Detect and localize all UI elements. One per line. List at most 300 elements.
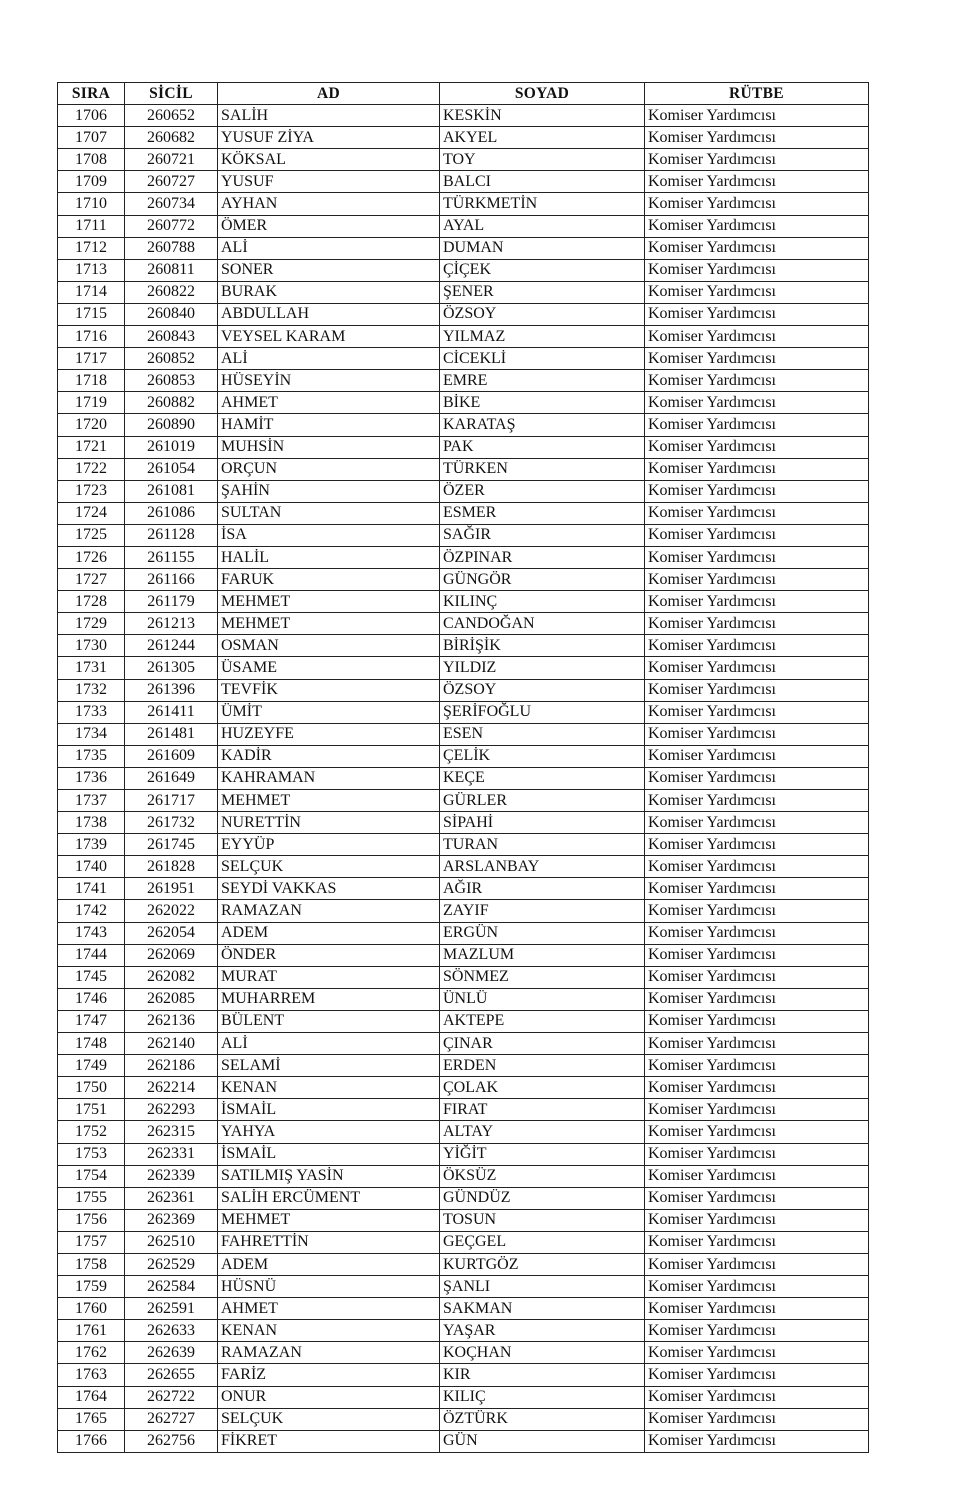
cell-sicil: 261179	[125, 591, 218, 613]
cell-ad: TEVFİK	[218, 679, 440, 701]
cell-soyad: GÜNGÖR	[440, 569, 645, 591]
cell-rutbe: Komiser Yardımcısı	[645, 988, 869, 1010]
cell-rutbe: Komiser Yardımcısı	[645, 1143, 869, 1165]
cell-rutbe: Komiser Yardımcısı	[645, 657, 869, 679]
cell-soyad: BİRİŞİK	[440, 635, 645, 657]
cell-rutbe: Komiser Yardımcısı	[645, 436, 869, 458]
cell-ad: SELÇUK	[218, 1408, 440, 1430]
cell-rutbe: Komiser Yardımcısı	[645, 878, 869, 900]
cell-soyad: BALCI	[440, 171, 645, 193]
cell-sira: 1706	[58, 105, 125, 127]
cell-sicil: 262584	[125, 1276, 218, 1298]
cell-rutbe: Komiser Yardımcısı	[645, 458, 869, 480]
cell-sicil: 262186	[125, 1055, 218, 1077]
cell-ad: SEYDİ VAKKAS	[218, 878, 440, 900]
cell-sicil: 261951	[125, 878, 218, 900]
cell-sira: 1759	[58, 1276, 125, 1298]
cell-sicil: 260727	[125, 171, 218, 193]
cell-sicil: 261305	[125, 657, 218, 679]
cell-sira: 1726	[58, 546, 125, 568]
table-row	[58, 1099, 869, 1121]
table-row	[58, 1187, 869, 1209]
cell-rutbe: Komiser Yardımcısı	[645, 502, 869, 524]
cell-ad: YUSUF ZİYA	[218, 127, 440, 149]
cell-soyad: ÇINAR	[440, 1033, 645, 1055]
cell-rutbe: Komiser Yardımcısı	[645, 944, 869, 966]
cell-sicil: 262214	[125, 1077, 218, 1099]
table-row	[58, 701, 869, 723]
cell-sira: 1730	[58, 635, 125, 657]
table-row	[58, 1143, 869, 1165]
cell-sira: 1720	[58, 414, 125, 436]
table-row	[58, 856, 869, 878]
cell-sira: 1708	[58, 149, 125, 171]
cell-ad: SONER	[218, 259, 440, 281]
table-row	[58, 767, 869, 789]
cell-sira: 1727	[58, 569, 125, 591]
cell-soyad: ÇİÇEK	[440, 259, 645, 281]
cell-ad: KADİR	[218, 745, 440, 767]
header-row	[58, 83, 869, 105]
cell-sira: 1731	[58, 657, 125, 679]
cell-rutbe: Komiser Yardımcısı	[645, 127, 869, 149]
cell-soyad: KILIÇ	[440, 1386, 645, 1408]
cell-sicil: 260840	[125, 303, 218, 325]
cell-sicil: 261019	[125, 436, 218, 458]
header-ad: AD	[218, 83, 440, 105]
cell-rutbe: Komiser Yardımcısı	[645, 1121, 869, 1143]
cell-ad: SATILMIŞ YASİN	[218, 1165, 440, 1187]
table-row	[58, 1298, 869, 1320]
cell-soyad: CİCEKLİ	[440, 348, 645, 370]
cell-sira: 1738	[58, 812, 125, 834]
cell-soyad: SÖNMEZ	[440, 966, 645, 988]
cell-rutbe: Komiser Yardımcısı	[645, 1342, 869, 1364]
table-row	[58, 1077, 869, 1099]
cell-ad: RAMAZAN	[218, 900, 440, 922]
cell-sicil: 262727	[125, 1408, 218, 1430]
cell-sira: 1740	[58, 856, 125, 878]
table-row	[58, 1209, 869, 1231]
table-row	[58, 966, 869, 988]
cell-soyad: ÜNLÜ	[440, 988, 645, 1010]
cell-ad: AHMET	[218, 1298, 440, 1320]
cell-rutbe: Komiser Yardımcısı	[645, 1276, 869, 1298]
cell-rutbe: Komiser Yardımcısı	[645, 480, 869, 502]
cell-rutbe: Komiser Yardımcısı	[645, 1077, 869, 1099]
cell-soyad: ERDEN	[440, 1055, 645, 1077]
cell-soyad: ESMER	[440, 502, 645, 524]
cell-sira: 1709	[58, 171, 125, 193]
cell-sicil: 261828	[125, 856, 218, 878]
table-row	[58, 812, 869, 834]
cell-rutbe: Komiser Yardımcısı	[645, 1298, 869, 1320]
cell-sicil: 261244	[125, 635, 218, 657]
header-rutbe: RÜTBE	[645, 83, 869, 105]
cell-rutbe: Komiser Yardımcısı	[645, 767, 869, 789]
cell-rutbe: Komiser Yardımcısı	[645, 1253, 869, 1275]
table-row	[58, 613, 869, 635]
cell-sira: 1742	[58, 900, 125, 922]
cell-rutbe: Komiser Yardımcısı	[645, 1430, 869, 1452]
table-row	[58, 348, 869, 370]
cell-sicil: 261213	[125, 613, 218, 635]
cell-sicil: 262756	[125, 1430, 218, 1452]
cell-ad: YAHYA	[218, 1121, 440, 1143]
cell-sira: 1748	[58, 1033, 125, 1055]
cell-rutbe: Komiser Yardımcısı	[645, 966, 869, 988]
cell-rutbe: Komiser Yardımcısı	[645, 524, 869, 546]
cell-ad: İSMAİL	[218, 1099, 440, 1121]
cell-sira: 1749	[58, 1055, 125, 1077]
table-row	[58, 988, 869, 1010]
cell-soyad: CANDOĞAN	[440, 613, 645, 635]
cell-soyad: ÖZSOY	[440, 679, 645, 701]
cell-sira: 1755	[58, 1187, 125, 1209]
table-row	[58, 392, 869, 414]
cell-soyad: EMRE	[440, 370, 645, 392]
cell-sicil: 262315	[125, 1121, 218, 1143]
cell-ad: MEHMET	[218, 613, 440, 635]
cell-soyad: GÜNDÜZ	[440, 1187, 645, 1209]
cell-sira: 1765	[58, 1408, 125, 1430]
cell-sicil: 262140	[125, 1033, 218, 1055]
table-row	[58, 1121, 869, 1143]
cell-soyad: SAĞIR	[440, 524, 645, 546]
cell-ad: ÜSAME	[218, 657, 440, 679]
table-row	[58, 745, 869, 767]
cell-soyad: ŞANLI	[440, 1276, 645, 1298]
table-row	[58, 1364, 869, 1386]
cell-sicil: 262510	[125, 1231, 218, 1253]
cell-soyad: ŞERİFOĞLU	[440, 701, 645, 723]
cell-ad: NURETTİN	[218, 812, 440, 834]
cell-rutbe: Komiser Yardımcısı	[645, 215, 869, 237]
table-row	[58, 370, 869, 392]
cell-ad: ALİ	[218, 237, 440, 259]
table-row	[58, 546, 869, 568]
cell-rutbe: Komiser Yardımcısı	[645, 745, 869, 767]
cell-rutbe: Komiser Yardımcısı	[645, 1408, 869, 1430]
table-row	[58, 436, 869, 458]
table-body	[58, 105, 869, 1453]
cell-sicil: 262136	[125, 1010, 218, 1032]
cell-ad: ADEM	[218, 1253, 440, 1275]
cell-sira: 1760	[58, 1298, 125, 1320]
cell-sira: 1729	[58, 613, 125, 635]
table-row	[58, 215, 869, 237]
cell-rutbe: Komiser Yardımcısı	[645, 1165, 869, 1187]
table-row	[58, 591, 869, 613]
cell-sicil: 260721	[125, 149, 218, 171]
cell-ad: BURAK	[218, 281, 440, 303]
table-row	[58, 326, 869, 348]
cell-ad: MURAT	[218, 966, 440, 988]
cell-ad: ADEM	[218, 922, 440, 944]
cell-sira: 1732	[58, 679, 125, 701]
cell-sira: 1735	[58, 745, 125, 767]
table-row	[58, 480, 869, 502]
cell-sicil: 260772	[125, 215, 218, 237]
table-row	[58, 635, 869, 657]
table-row	[58, 524, 869, 546]
cell-ad: SELAMİ	[218, 1055, 440, 1077]
cell-ad: AYHAN	[218, 193, 440, 215]
header-soyad: SOYAD	[440, 83, 645, 105]
table-row	[58, 259, 869, 281]
table-row	[58, 657, 869, 679]
cell-sira: 1718	[58, 370, 125, 392]
header-sira: SIRA	[58, 83, 125, 105]
cell-ad: YUSUF	[218, 171, 440, 193]
cell-soyad: YAŞAR	[440, 1320, 645, 1342]
personnel-table	[57, 82, 869, 1453]
cell-soyad: ÖZTÜRK	[440, 1408, 645, 1430]
cell-ad: KENAN	[218, 1077, 440, 1099]
table-row	[58, 303, 869, 325]
cell-rutbe: Komiser Yardımcısı	[645, 281, 869, 303]
cell-sicil: 260652	[125, 105, 218, 127]
cell-soyad: AYAL	[440, 215, 645, 237]
cell-soyad: AKTEPE	[440, 1010, 645, 1032]
table-row	[58, 281, 869, 303]
cell-rutbe: Komiser Yardımcısı	[645, 546, 869, 568]
cell-soyad: ERGÜN	[440, 922, 645, 944]
cell-rutbe: Komiser Yardımcısı	[645, 569, 869, 591]
cell-sira: 1734	[58, 723, 125, 745]
cell-ad: MEHMET	[218, 591, 440, 613]
table-header	[58, 83, 869, 105]
cell-sicil: 261745	[125, 834, 218, 856]
cell-soyad: ÖZSOY	[440, 303, 645, 325]
cell-sicil: 262529	[125, 1253, 218, 1275]
cell-soyad: GEÇGEL	[440, 1231, 645, 1253]
table-row	[58, 1430, 869, 1452]
cell-sicil: 260890	[125, 414, 218, 436]
table-row	[58, 1055, 869, 1077]
cell-ad: KENAN	[218, 1320, 440, 1342]
cell-sicil: 262054	[125, 922, 218, 944]
cell-ad: İSMAİL	[218, 1143, 440, 1165]
cell-sira: 1723	[58, 480, 125, 502]
cell-soyad: KIR	[440, 1364, 645, 1386]
cell-ad: MUHSİN	[218, 436, 440, 458]
cell-sira: 1758	[58, 1253, 125, 1275]
cell-rutbe: Komiser Yardımcısı	[645, 613, 869, 635]
cell-ad: FİKRET	[218, 1430, 440, 1452]
cell-ad: ORÇUN	[218, 458, 440, 480]
cell-soyad: ÖZPINAR	[440, 546, 645, 568]
cell-sira: 1752	[58, 1121, 125, 1143]
cell-rutbe: Komiser Yardımcısı	[645, 1209, 869, 1231]
cell-soyad: ALTAY	[440, 1121, 645, 1143]
cell-soyad: ÇELİK	[440, 745, 645, 767]
cell-soyad: ZAYIF	[440, 900, 645, 922]
cell-ad: İSA	[218, 524, 440, 546]
cell-soyad: KESKİN	[440, 105, 645, 127]
cell-sicil: 262633	[125, 1320, 218, 1342]
cell-soyad: KEÇE	[440, 767, 645, 789]
table-row	[58, 679, 869, 701]
cell-rutbe: Komiser Yardımcısı	[645, 1320, 869, 1342]
cell-soyad: ÖKSÜZ	[440, 1165, 645, 1187]
cell-sira: 1724	[58, 502, 125, 524]
cell-ad: VEYSEL KARAM	[218, 326, 440, 348]
cell-sira: 1716	[58, 326, 125, 348]
cell-sira: 1710	[58, 193, 125, 215]
cell-rutbe: Komiser Yardımcısı	[645, 1187, 869, 1209]
table-row	[58, 1276, 869, 1298]
cell-sira: 1739	[58, 834, 125, 856]
cell-ad: ÖNDER	[218, 944, 440, 966]
cell-sicil: 262655	[125, 1364, 218, 1386]
cell-soyad: BİKE	[440, 392, 645, 414]
cell-ad: HÜSEYİN	[218, 370, 440, 392]
cell-ad: MUHARREM	[218, 988, 440, 1010]
cell-soyad: KOÇHAN	[440, 1342, 645, 1364]
cell-soyad: MAZLUM	[440, 944, 645, 966]
cell-rutbe: Komiser Yardımcısı	[645, 1386, 869, 1408]
cell-sicil: 260843	[125, 326, 218, 348]
cell-ad: SALİH ERCÜMENT	[218, 1187, 440, 1209]
cell-ad: KÖKSAL	[218, 149, 440, 171]
cell-sicil: 261649	[125, 767, 218, 789]
cell-soyad: KILINÇ	[440, 591, 645, 613]
cell-soyad: DUMAN	[440, 237, 645, 259]
cell-rutbe: Komiser Yardımcısı	[645, 1010, 869, 1032]
table-row	[58, 1408, 869, 1430]
cell-ad: SELÇUK	[218, 856, 440, 878]
cell-soyad: KARATAŞ	[440, 414, 645, 436]
cell-sicil: 262591	[125, 1298, 218, 1320]
cell-sicil: 262085	[125, 988, 218, 1010]
cell-sicil: 261054	[125, 458, 218, 480]
cell-rutbe: Komiser Yardımcısı	[645, 414, 869, 436]
cell-soyad: TURAN	[440, 834, 645, 856]
cell-soyad: GÜN	[440, 1430, 645, 1452]
cell-sira: 1744	[58, 944, 125, 966]
cell-rutbe: Komiser Yardımcısı	[645, 834, 869, 856]
cell-sira: 1761	[58, 1320, 125, 1342]
cell-sicil: 260811	[125, 259, 218, 281]
cell-rutbe: Komiser Yardımcısı	[645, 105, 869, 127]
cell-rutbe: Komiser Yardımcısı	[645, 348, 869, 370]
cell-soyad: ESEN	[440, 723, 645, 745]
table-row	[58, 922, 869, 944]
cell-sira: 1711	[58, 215, 125, 237]
table-row	[58, 149, 869, 171]
cell-rutbe: Komiser Yardımcısı	[645, 922, 869, 944]
cell-sira: 1722	[58, 458, 125, 480]
cell-soyad: TOSUN	[440, 1209, 645, 1231]
cell-sicil: 262022	[125, 900, 218, 922]
cell-sira: 1725	[58, 524, 125, 546]
table-row	[58, 569, 869, 591]
cell-sicil: 261411	[125, 701, 218, 723]
cell-soyad: ÇOLAK	[440, 1077, 645, 1099]
cell-ad: EYYÜP	[218, 834, 440, 856]
cell-sicil: 261396	[125, 679, 218, 701]
cell-ad: ALİ	[218, 348, 440, 370]
table-row	[58, 1386, 869, 1408]
table-row	[58, 1033, 869, 1055]
cell-sira: 1714	[58, 281, 125, 303]
cell-rutbe: Komiser Yardımcısı	[645, 679, 869, 701]
cell-sira: 1753	[58, 1143, 125, 1165]
table-row	[58, 127, 869, 149]
cell-sira: 1745	[58, 966, 125, 988]
table-row	[58, 105, 869, 127]
table-row	[58, 171, 869, 193]
cell-rutbe: Komiser Yardımcısı	[645, 723, 869, 745]
table-row	[58, 237, 869, 259]
cell-ad: ÜMİT	[218, 701, 440, 723]
cell-sicil: 260822	[125, 281, 218, 303]
cell-rutbe: Komiser Yardımcısı	[645, 591, 869, 613]
cell-sicil: 261155	[125, 546, 218, 568]
cell-sira: 1750	[58, 1077, 125, 1099]
cell-rutbe: Komiser Yardımcısı	[645, 790, 869, 812]
cell-sira: 1715	[58, 303, 125, 325]
cell-sicil: 262339	[125, 1165, 218, 1187]
cell-ad: SALİH	[218, 105, 440, 127]
cell-sira: 1754	[58, 1165, 125, 1187]
cell-ad: OSMAN	[218, 635, 440, 657]
cell-sicil: 260788	[125, 237, 218, 259]
cell-ad: MEHMET	[218, 1209, 440, 1231]
cell-sira: 1764	[58, 1386, 125, 1408]
cell-sira: 1728	[58, 591, 125, 613]
cell-sicil: 261609	[125, 745, 218, 767]
cell-ad: HALİL	[218, 546, 440, 568]
cell-rutbe: Komiser Yardımcısı	[645, 303, 869, 325]
table-row	[58, 1165, 869, 1187]
cell-rutbe: Komiser Yardımcısı	[645, 1099, 869, 1121]
cell-rutbe: Komiser Yardımcısı	[645, 392, 869, 414]
table-row	[58, 878, 869, 900]
table-row	[58, 944, 869, 966]
cell-sicil: 262369	[125, 1209, 218, 1231]
cell-rutbe: Komiser Yardımcısı	[645, 370, 869, 392]
cell-ad: ŞAHİN	[218, 480, 440, 502]
cell-soyad: AĞIR	[440, 878, 645, 900]
cell-sira: 1719	[58, 392, 125, 414]
cell-ad: ABDULLAH	[218, 303, 440, 325]
header-sicil: SİCİL	[125, 83, 218, 105]
cell-soyad: YILMAZ	[440, 326, 645, 348]
cell-rutbe: Komiser Yardımcısı	[645, 171, 869, 193]
cell-soyad: TOY	[440, 149, 645, 171]
cell-ad: BÜLENT	[218, 1010, 440, 1032]
cell-ad: HUZEYFE	[218, 723, 440, 745]
cell-ad: FARUK	[218, 569, 440, 591]
cell-ad: ONUR	[218, 1386, 440, 1408]
cell-sicil: 262082	[125, 966, 218, 988]
cell-sira: 1762	[58, 1342, 125, 1364]
cell-sicil: 262069	[125, 944, 218, 966]
cell-ad: RAMAZAN	[218, 1342, 440, 1364]
cell-soyad: PAK	[440, 436, 645, 458]
cell-soyad: YİĞİT	[440, 1143, 645, 1165]
cell-sira: 1713	[58, 259, 125, 281]
cell-sira: 1757	[58, 1231, 125, 1253]
cell-ad: SULTAN	[218, 502, 440, 524]
cell-sicil: 261481	[125, 723, 218, 745]
cell-rutbe: Komiser Yardımcısı	[645, 1364, 869, 1386]
cell-soyad: YILDIZ	[440, 657, 645, 679]
cell-rutbe: Komiser Yardımcısı	[645, 812, 869, 834]
table-row	[58, 414, 869, 436]
